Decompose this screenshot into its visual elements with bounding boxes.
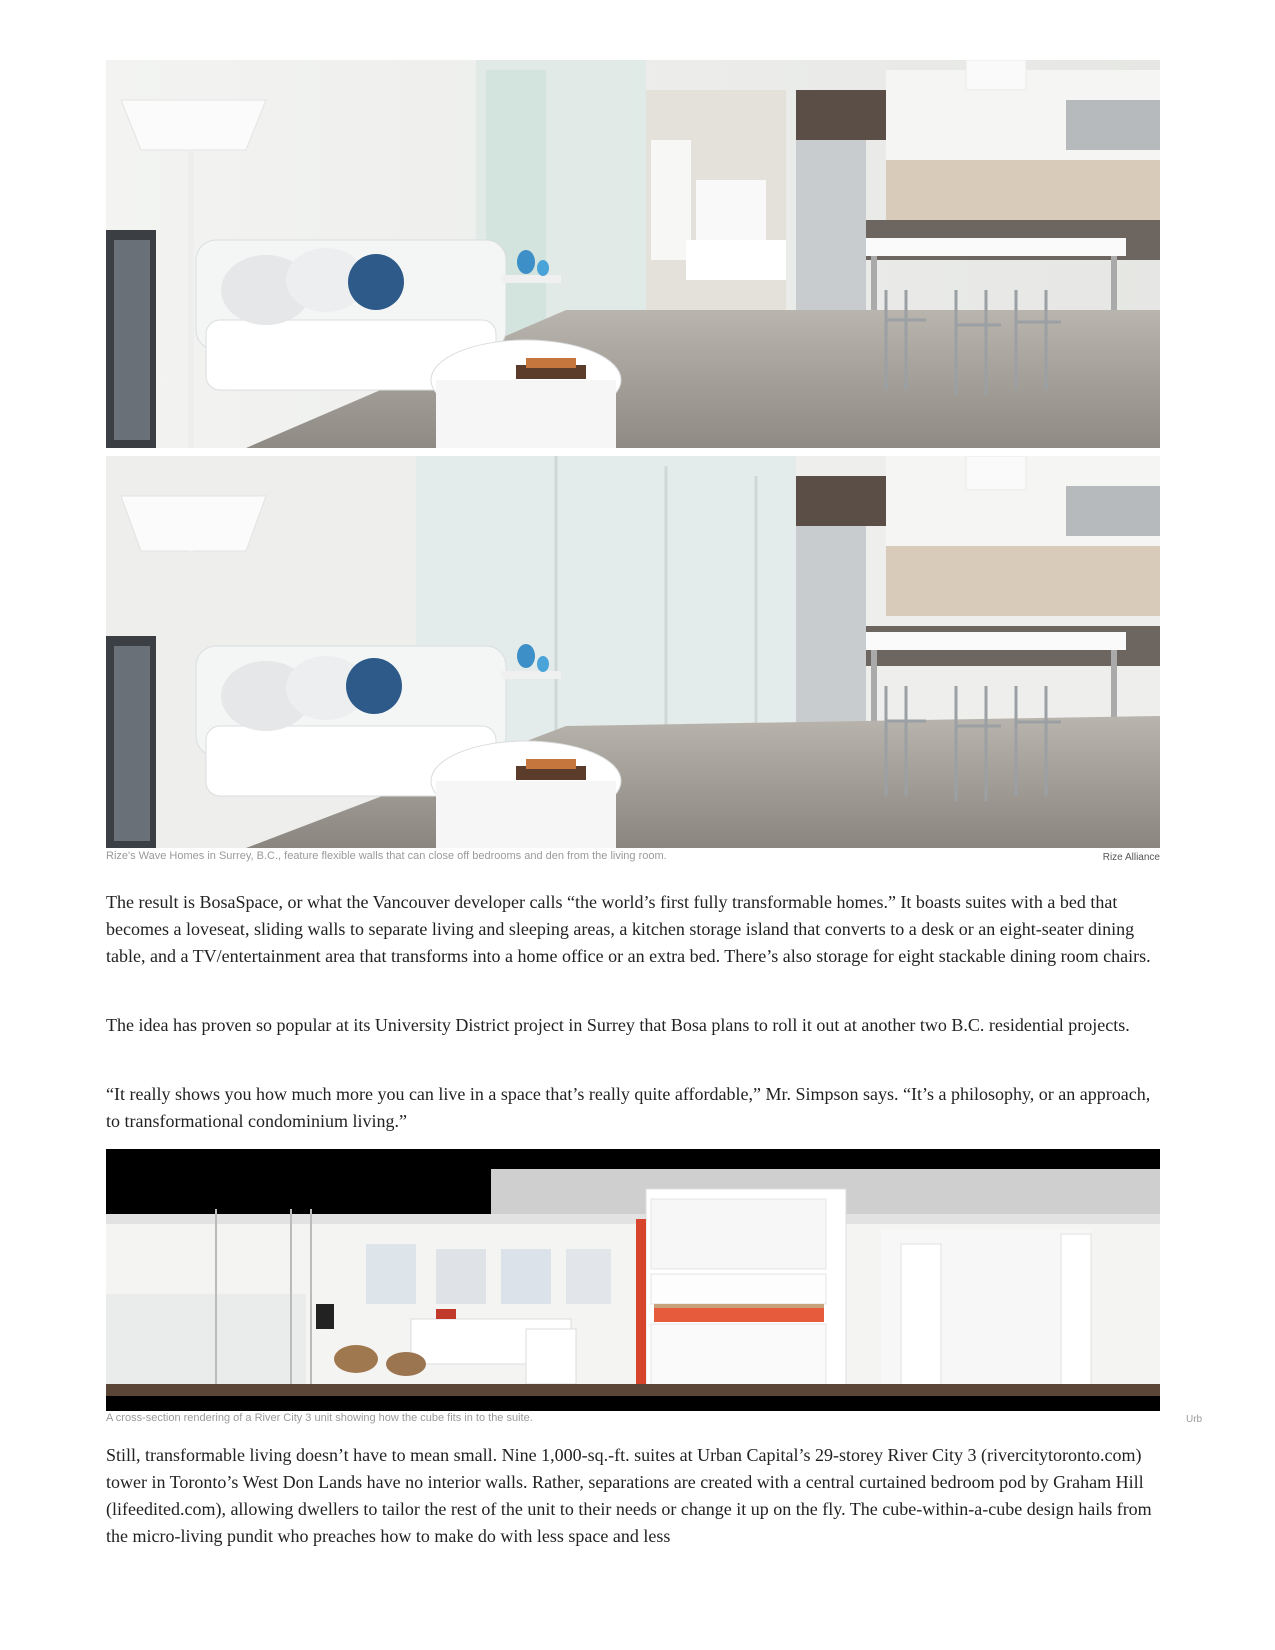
figure2-credit: Urb: [1186, 1414, 1203, 1425]
paragraph-1: The result is BosaSpace, or what the Vancouver developer calls “the world’s first fully transformable homes.” It boasts suites with a bed that becomes a loveseat, sliding walls to separate living and sleeping areas, a kitchen storage island that converts to a desk or an eight-seater dining table, and a TV/entertainment area that transforms into a home office or an extra bed. There’s also storage for eight stackable dining room chairs.: [106, 892, 1151, 966]
paragraph-2: The idea has proven so popular at its University District project in Surrey that Bosa plans to roll it out at another two B.C. residential projects.: [106, 1015, 1130, 1035]
paragraph-3: “It really shows you how much more you can live in a space that’s really quite affordable,” Mr. Simpson says. “It’s a philosophy, or an approach, to transformational condominium living.”: [106, 1084, 1151, 1131]
photo-living-room-closed-walls: [106, 456, 1160, 848]
figure2-caption: A cross-section rendering of a River City 3 unit showing how the cube fits in to the suite.: [106, 1412, 533, 1424]
paragraph-4: Still, transformable living doesn’t have to mean small. Nine 1,000-sq.-ft. suites at Urban Capital’s 29-storey River City 3 (rivercitytoronto.com) tower in Toronto’s West Don Lands have no interior walls. Rather, separations are created with a central curtained bedroom pod by Graham Hill (lifeedited.com), allowing dwellers to tailor the rest of the unit to their needs or change it up on the fly. The cube-within-a-cube design hails from the micro-living pundit who preaches how to make do with less space and less: [106, 1445, 1152, 1546]
figure1-caption: Rize's Wave Homes in Surrey, B.C., feature flexible walls that can close off bedrooms and den from the living room.: [106, 850, 667, 862]
cross-section-rendering: [106, 1149, 1160, 1411]
photo-living-room-open-walls: [106, 60, 1160, 448]
figure1-credit: Rize Alliance: [1102, 852, 1160, 863]
